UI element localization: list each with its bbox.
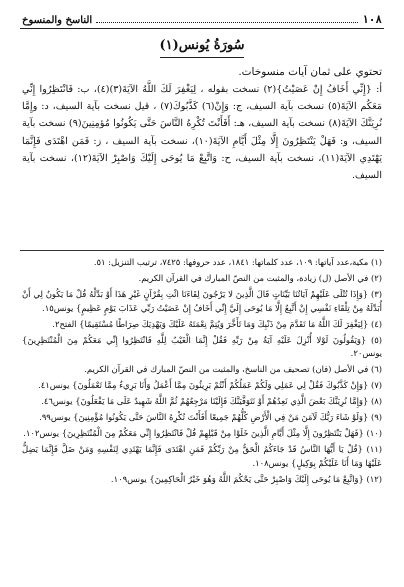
footnote-separator: [20, 250, 384, 251]
footnote: (١١) {قُلْ يَا أَيُّهَا النَّاسُ قَدْ جَاءَكُمُ الْحَقُّ مِنْ رَبِّكُمْ فَمَنِ اهْتَدَى فَإِنَّمَا يَهْتَدِي لِنَفْسِهِ وَمَنْ ضَلَّ فَإِنَّمَا يَضِلُّ عَلَيْهَا وَمَا أَنَا عَلَيْكُمْ بِوَكِيلٍ} يونس١٠٨.: [22, 444, 382, 468]
header-rule: [20, 28, 384, 29]
footnote: (١٢) {وَاتَّبِعْ مَا يُوحَى إِلَيْكَ وَاصْبِرْ حَتَّى يَحْكُمَ اللَّهُ وَهُوَ خَيْرُ الْحَاكِمِينَ} يونس١٠٩.: [110, 473, 382, 484]
footnote: (١) مكية،عدد آياتها: ١٠٩، عدد كلماتها: ١٨٤١، عدد حروفها: ٧٤٢٥، ترتيب التنزيل: ٥١.: [93, 257, 382, 267]
footnote: (٣) {وَإِذَا تُتْلَى عَلَيْهِمْ آيَاتُنَا بَيِّنَاتٍ قَالَ الَّذِينَ لا يَرْجُونَ لِقَاءَنَا ائْتِ بِقُرْآنٍ غَيْرِ هَذَا أَوْ بَدِّلْهُ قُلْ مَا يَكُونُ لِي أَنْ أُبَدِّلَهُ مِنْ تِلْقَاءِ نَفْسِي إِنْ أَتَّبِعُ إِلَّا مَا يُوحَى إِلَيَّ إِنِّي أَخَافُ إِنْ عَصَيْتُ رَبِّي عَذَابَ يَوْمٍ عَظِيمٍ} يونس١٥.: [22, 288, 382, 313]
running-header: [22, 10, 382, 26]
footnote: (٩) {وَلَوْ شَاءَ رَبُّكَ لَآمَنَ مَنْ فِي الْأَرْضِ كُلُّهُمْ جَمِيعًا أَفَأَنْتَ تُكْرِهُ النَّاسَ حَتَّى يَكُونُوا مُؤْمِنِينَ} يونس٩٩.: [39, 412, 382, 423]
footnote: (٨) {وَإِمَّا نُرِيَنَّكَ بَعْضَ الَّذِي نَعِدُهُمْ أَوْ نَتَوَفَّيَنَّكَ فَإِلَيْنَا مَرْجِعُهُمْ ثُمَّ اللَّهُ شَهِيدٌ عَلَى مَا يَفْعَلُونَ} يونس٤٦.: [41, 396, 382, 407]
footnote: (٦) في الأصل (فان) تصحيف من الناسخ، والمثبت من النصّ المبارك في القرآن الكريم.: [84, 364, 382, 375]
surah-title: سُورَةُ يُونس(١): [159, 38, 245, 53]
page-number: ١٠٨: [362, 13, 382, 26]
footnote: (١٠) {فَهَلْ يَنْتَظِرُونَ إِلَّا مِثْلَ أَيَّامِ الَّذِينَ خَلَوْا مِنْ قَبْلِهِمْ قُلْ فَانْتَظِرُوا إِنِّي مَعَكُمْ مِنَ الْمُنْتَظِرِينَ} يونس١٠٢.: [23, 428, 382, 439]
footnote: (٢) في الأصل (ل) زيادة، والمثبت من النصّ المبارك في القرآن الكريم.: [138, 272, 382, 283]
footnote: (٧) {وَإِنْ كَذَّبُوكَ فَقُلْ لِي عَمَلِي وَلَكُمْ عَمَلُكُمْ أَنْتُمْ بَرِيئُونَ مِمَّا أَعْمَلُ وَأَنَا بَرِيءٌ مِمَّا تَعْمَلُونَ} يونس٤١.: [38, 380, 382, 391]
footnotes: [22, 256, 382, 489]
footnote: (٤) {لِيَغْفِرَ لَكَ اللَّهُ مَا تَقَدَّمَ مِنْ ذَنْبِكَ وَمَا تَأَخَّرَ وَيُتِمَّ نِعْمَتَهُ عَلَيْكَ وَيَهْدِيَكَ صِرَاطًا مُسْتَقِيمًا} الفتح٢.: [52, 318, 382, 329]
body-paragraph: أ: {إِنِّي أَخَافُ إِنْ عَصَيْتُ}(٢) نسخت بقوله ، لِيَغْفِرَ لَكَ اللَّهُ الآيَةَ(٣)(٤)، ب: فَانْتَظِرُوا إِنِّي مَعَكُم الآيَةَ(٥) نسخت بآية السيف، ج: وَإِنْ(٦) كَذَّبُوكَ(٧) ، قيل نسخت بآية السيف، د: وإِمَّا نُرِيَنَّكَ الآيَةَ(٨) نسخت بآية السيف، هـ: أَفَأَنْتَ تُكْرِهُ النَّاسَ حَتَّى يَكُونُوا مُؤمِنِينَ(٩) نسخت بآية السيف، و: فَهَلْ يَنْتَظِرُونَ إِلَّا مِثْلَ أَيَّامِ الآيَةَ(١٠)، نسخت بآية السيف ، ز: فَمَن اهْتَدَى فَإِنَّمَا يَهْتَدِي الآيَةَ(١١)، نسخت بآية السيف، ح: وَاتَّبِعْ مَا يُوحَى إِلَيْكَ وَاصْبِرْ الآيَةَ(١٢)، نسخت بآية السيف.: [22, 84, 383, 182]
surah-title-underline: [160, 57, 244, 58]
intro-text: تحتوي على ثمان آيات منسوخات.: [238, 66, 382, 78]
header-dotted-leader: [96, 22, 358, 23]
book-title: الناسخ والمنسوخ: [22, 15, 93, 26]
footnote: (٥) {وَيَقُولُونَ لَوْلا أُنْزِلَ عَلَيْهِ آيَةٌ مِنْ رَبِّهِ فَقُلْ إِنَّمَا الْغَيْبُ لِلَّهِ فَانْتَظِرُوا إِنِّي مَعَكُمْ مِنَ الْمُنْتَظِرِينَ} يونس٢٠.: [22, 334, 382, 359]
